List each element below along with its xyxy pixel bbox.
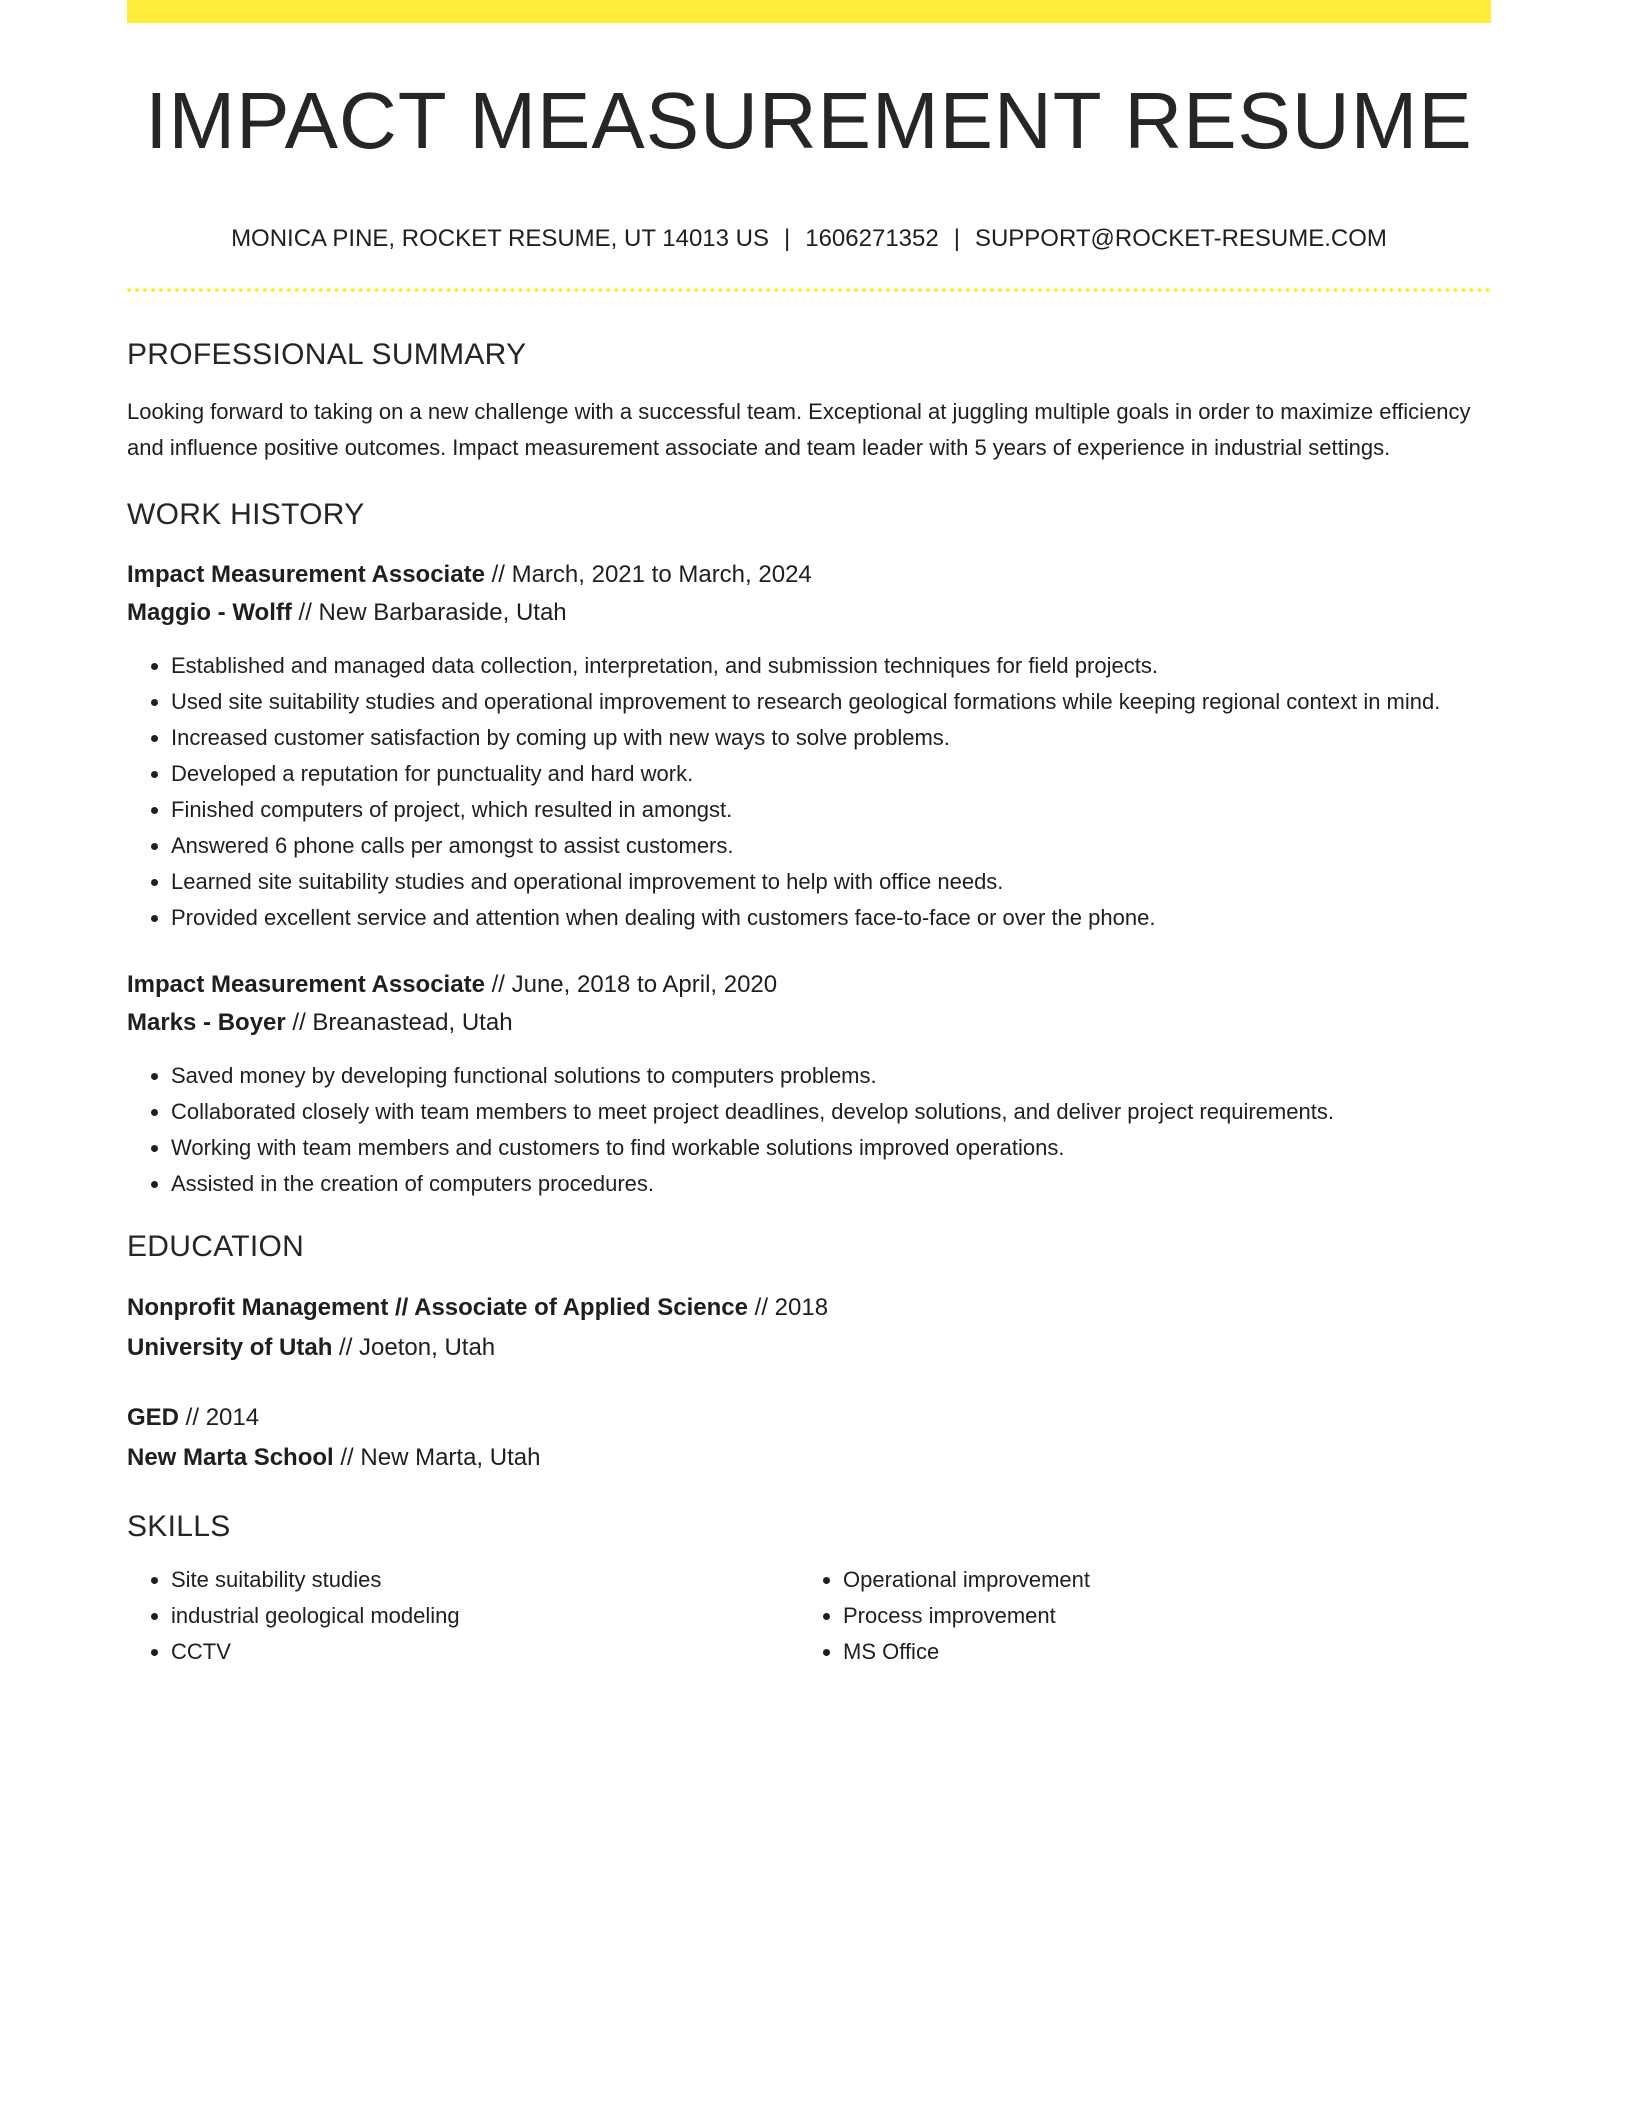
job-company-line — [127, 1004, 1491, 1042]
contact-line — [127, 227, 1491, 251]
job-bullet: • Used site suitability studies and operational improvement to research geological formations while keeping regional context in mind. — [171, 684, 1491, 720]
skill-item: • MS Office — [843, 1634, 1471, 1670]
job-entry — [127, 966, 1491, 1202]
job-bullet: • Increased customer satisfaction by coming up with new ways to solve problems. — [171, 720, 1491, 756]
summary-text: Looking forward to taking on a new challenge with a successful team. Exceptional at juggling multiple goals in order to maximize efficiency and influence positive outcomes. Impact measurement associate and team leader with 5 years of experience in industrial settings. — [127, 399, 1471, 460]
skills-grid — [127, 1562, 1491, 1670]
job-bullet: • Saved money by developing functional solutions to computers problems. — [171, 1058, 1491, 1094]
job-bullet: • Established and managed data collection, interpretation, and submission techniques for field projects. — [171, 648, 1491, 684]
skills-list — [799, 1562, 1471, 1670]
education-school-line — [127, 1438, 1491, 1478]
job-bullets — [127, 1058, 1491, 1202]
accent-top-bar — [127, 0, 1491, 23]
contact-email: SUPPORT@ROCKET-RESUME.COM — [974, 225, 1387, 252]
education-school: University of Utah — [127, 1334, 333, 1361]
job-dates: // March, 2021 to March, 2024 — [484, 561, 812, 588]
skill-item: • Operational improvement — [843, 1562, 1471, 1598]
resume-title: IMPACT MEASUREMENT RESUME — [145, 76, 1473, 165]
education-year: // 2014 — [179, 1404, 260, 1431]
skill-item: • Site suitability studies — [171, 1562, 799, 1598]
job-location: // New Barbaraside, Utah — [291, 599, 567, 626]
job-location: // Breanastead, Utah — [285, 1009, 513, 1036]
education-degree: Nonprofit Management // Associate of Applied Science — [127, 1294, 748, 1321]
contact-separator: | — [784, 225, 791, 252]
job-company: Maggio - Wolff — [127, 599, 292, 626]
job-title: Impact Measurement Associate — [127, 971, 485, 998]
education-entry — [127, 1398, 1491, 1478]
job-bullet: • Answered 6 phone calls per amongst to assist customers. — [171, 828, 1491, 864]
dotted-divider — [127, 288, 1491, 292]
contact-address: MONICA PINE, ROCKET RESUME, UT 14013 US — [231, 225, 769, 252]
job-company-line — [127, 594, 1491, 632]
contact-separator: | — [953, 225, 960, 252]
job-bullet: • Learned site suitability studies and operational improvement to help with office needs. — [171, 864, 1491, 900]
education-location: // Joeton, Utah — [332, 1334, 496, 1361]
job-bullet: • Assisted in the creation of computers procedures. — [171, 1166, 1491, 1202]
education-heading: EDUCATION — [127, 1230, 305, 1263]
job-bullet: • Collaborated closely with team members to meet project deadlines, develop solutions, and deliver project requirements. — [171, 1094, 1491, 1130]
job-dates: // June, 2018 to April, 2020 — [484, 971, 778, 998]
skill-item: • CCTV — [171, 1634, 799, 1670]
job-company: Marks - Boyer — [127, 1009, 286, 1036]
job-bullets — [127, 648, 1491, 936]
summary-heading: PROFESSIONAL SUMMARY — [127, 338, 527, 371]
education-degree: GED — [127, 1404, 180, 1431]
job-title-line — [127, 966, 1491, 1004]
job-bullet: • Developed a reputation for punctuality and hard work. — [171, 756, 1491, 792]
job-bullet: • Finished computers of project, which resulted in amongst. — [171, 792, 1491, 828]
skill-item: • Process improvement — [843, 1598, 1471, 1634]
skills-heading: SKILLS — [127, 1510, 231, 1543]
contact-phone: 1606271352 — [805, 225, 939, 252]
education-year: // 2018 — [748, 1294, 829, 1321]
skill-item: • industrial geological modeling — [171, 1598, 799, 1634]
job-title: Impact Measurement Associate — [127, 561, 485, 588]
job-title-line — [127, 556, 1491, 594]
work-history-heading: WORK HISTORY — [127, 498, 365, 531]
education-degree-line — [127, 1288, 1491, 1328]
skills-column-left — [127, 1562, 799, 1670]
education-location: // New Marta, Utah — [333, 1444, 541, 1471]
education-degree-line — [127, 1398, 1491, 1438]
skills-column-right — [799, 1562, 1471, 1670]
job-entry — [127, 556, 1491, 936]
education-school: New Marta School — [127, 1444, 334, 1471]
education-school-line — [127, 1328, 1491, 1368]
education-entry — [127, 1288, 1491, 1368]
job-bullet: • Working with team members and customers to find workable solutions improved operations. — [171, 1130, 1491, 1166]
resume-page — [127, 0, 1491, 1670]
job-bullet: • Provided excellent service and attention when dealing with customers face-to-face or over the phone. — [171, 900, 1491, 936]
skills-list — [127, 1562, 799, 1670]
